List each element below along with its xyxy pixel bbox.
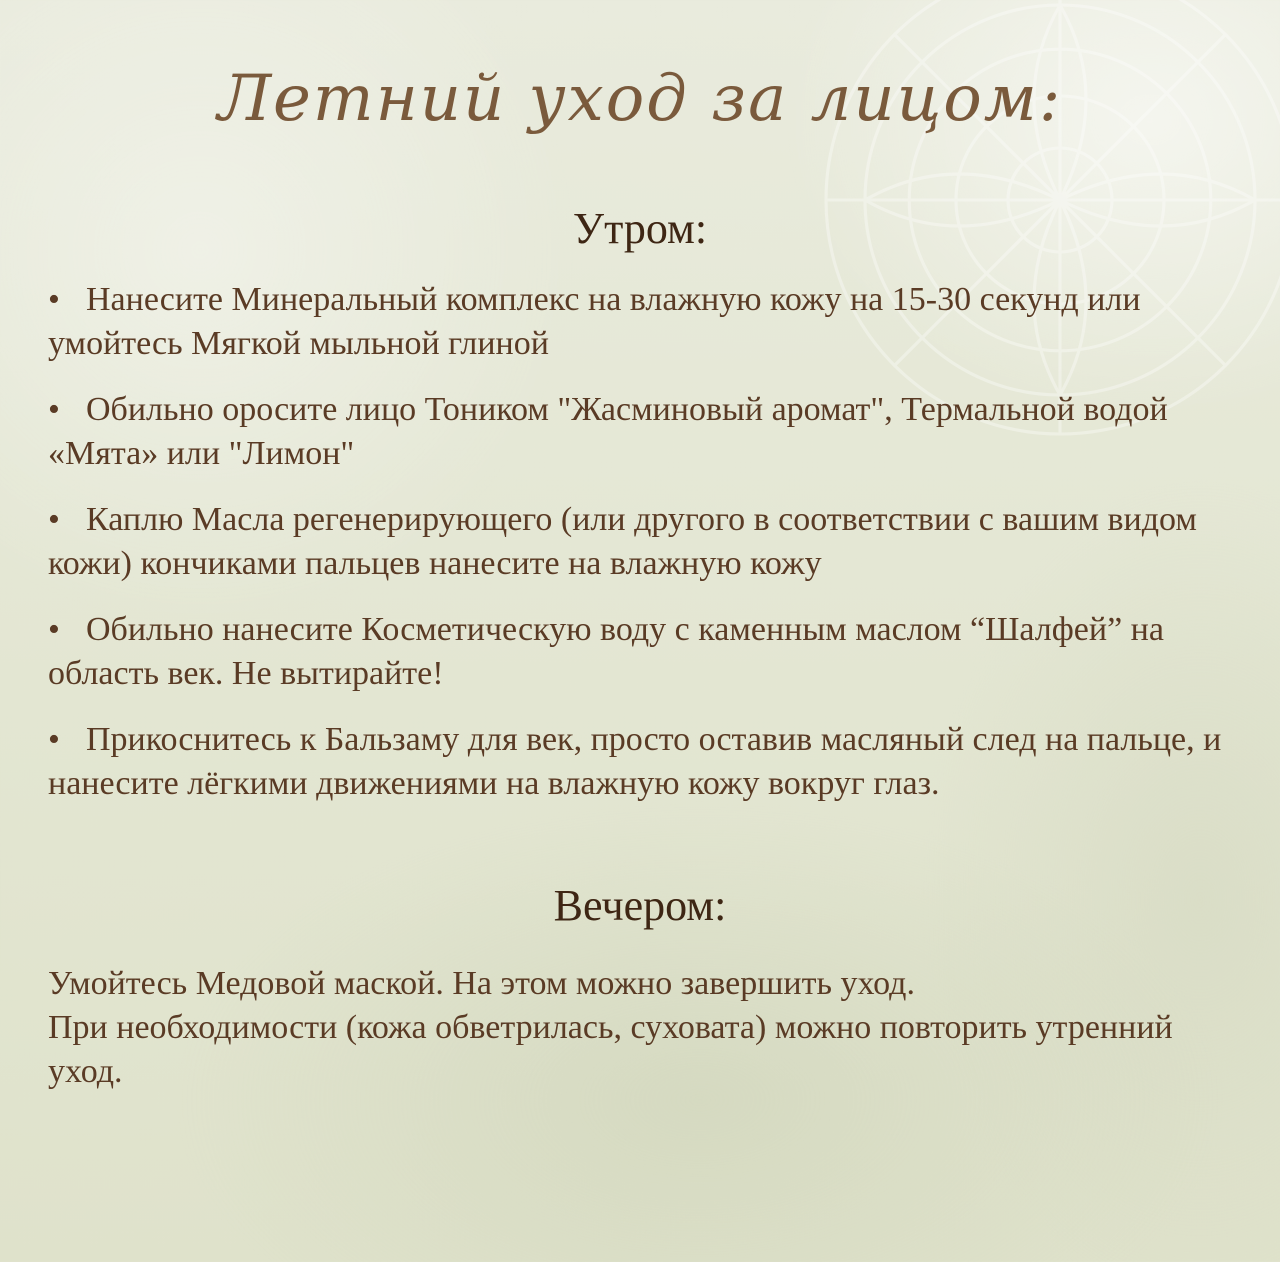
page-title: Летний уход за лицом:: [217, 62, 1063, 136]
list-item: [48, 608, 1248, 696]
list-item: [48, 388, 1248, 476]
list-item-text: Каплю Масла регенерирующего (или другого в соответствии с вашим видом кожи) кончиками пальцев нанесите на влажную кожу: [48, 501, 1197, 582]
evening-line: При необходимости (кожа обветрилась, суховата) можно повторить утренний уход.: [48, 1009, 1173, 1090]
morning-heading: Утром:: [572, 204, 708, 253]
bullet-icon: •: [48, 611, 60, 648]
bullet-icon: •: [48, 721, 60, 758]
evening-text: [48, 962, 1228, 1094]
list-item: [48, 278, 1248, 366]
bullet-icon: •: [48, 281, 60, 318]
morning-steps-list: [48, 278, 1248, 828]
list-item-text: Обильно нанесите Косметическую воду с каменным маслом “Шалфей” на область век. Не вытирайте!: [48, 611, 1164, 692]
list-item-text: Обильно оросите лицо Тоником "Жасминовый аромат", Термальной водой «Мята» или "Лимон": [48, 391, 1168, 472]
bullet-icon: •: [48, 391, 60, 428]
list-item: [48, 718, 1248, 806]
bullet-icon: •: [48, 501, 60, 538]
evening-heading: Вечером:: [553, 881, 727, 930]
list-item-text: Прикоснитесь к Бальзаму для век, просто оставив масляный след на пальце, и нанесите лёгкими движениями на влажную кожу вокруг глаз.: [48, 721, 1222, 802]
list-item: [48, 498, 1248, 586]
list-item-text: Нанесите Минеральный комплекс на влажную кожу на 15-30 секунд или умойтесь Мягкой мыльной глиной: [48, 281, 1141, 362]
evening-line: Умойтесь Медовой маской. На этом можно завершить уход.: [48, 965, 915, 1002]
